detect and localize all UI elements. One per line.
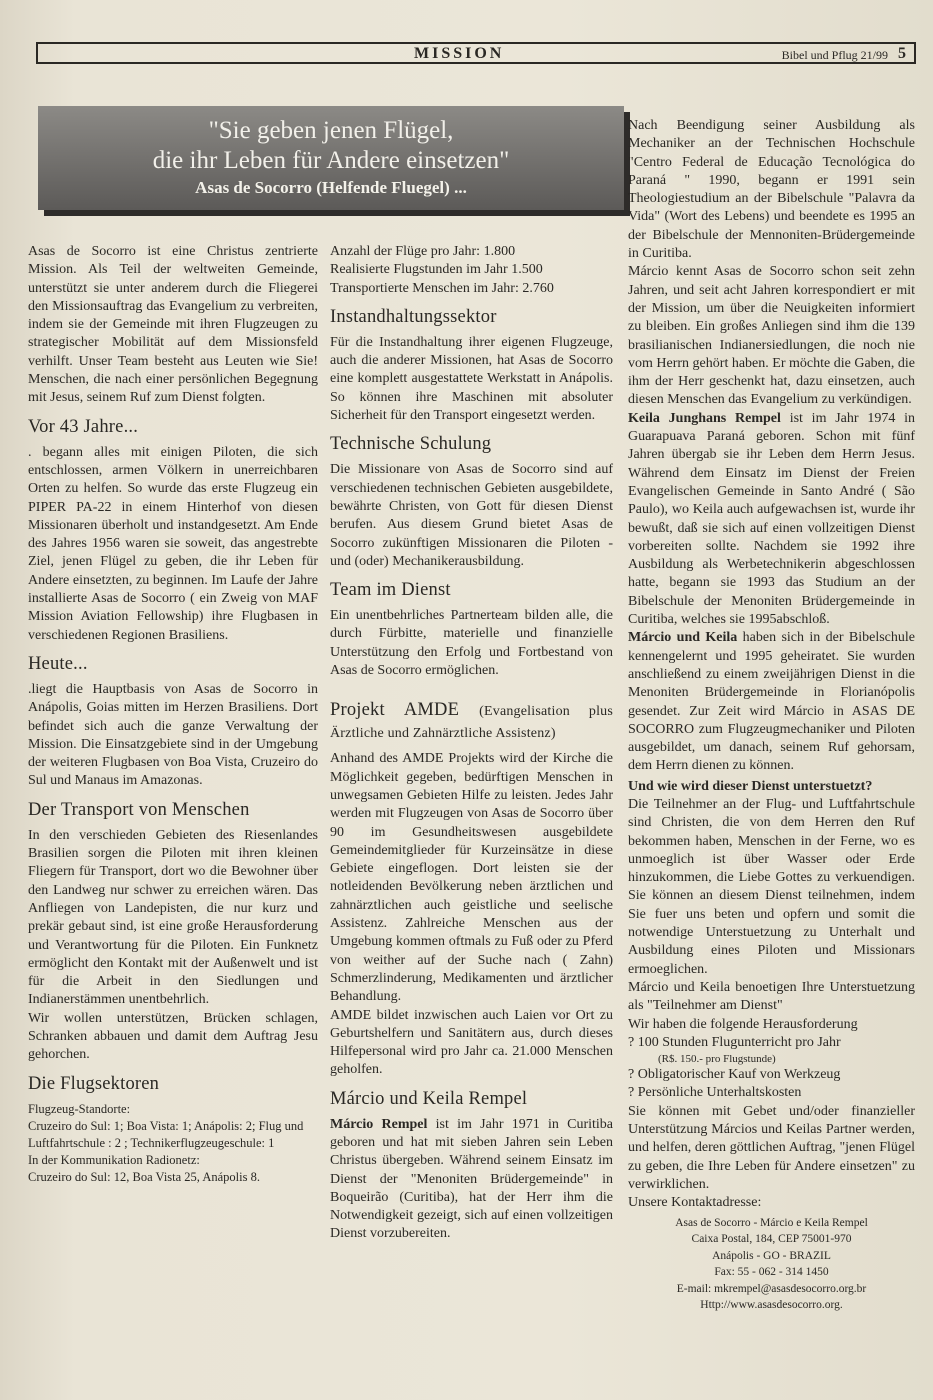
heading-flugsektoren: Die Flugsektoren (28, 1073, 160, 1094)
need-item-unterhalt: ? Persönliche Unterhaltskosten (628, 1085, 802, 1101)
paragraph-dienst: Die Teilnehmer an der Flug- und Luftfahrtschule sind Christen, die von dem Herren den Ruf bekommen haben, Menschen in der Ferne, wo es unmoeglich ist über Wasser oder Erde hinzukommen, die Liebe Gottes zu verkuendigen. Sie können an diesem Dienst teilnehmen, indem Sie fuer uns beten und opfern und somit die notwendige Unterstuetzung zu Unterhalt und Ausbildung eines Piloten und Missionars ermoeglichen. (628, 796, 915, 977)
headline-line-1: "Sie geben jenen Flügel, (208, 117, 454, 144)
heading-projekt-amde-sub: (Evangelisation plus Ärztliche und Zahnärztliche Assistenz) (330, 704, 614, 742)
heading-heute: Heute... (28, 653, 88, 674)
stat-fluege: Anzahl der Flüge pro Jahr: 1.800 (330, 244, 516, 259)
issue-label: Bibel und Pflug 21/99 (781, 48, 888, 62)
paragraph-instandhaltung: Für die Instandhaltung ihrer eigenen Flugzeuge, auch die anderer Missionen, hat Asas de Socorro eine komplett ausgestattete Werkstatt in Anápolis. So können ihre Maschinen mit absoluter Sicherheit für den Transport eingesetzt werden. (330, 334, 613, 424)
stat-flugstunden: Realisierte Flugstunden im Jahr 1.500 (330, 262, 543, 278)
paragraph-herausforderung: Wir haben die folgende Herausforderung (628, 1016, 858, 1032)
heading-team-im-dienst: Team im Dienst (330, 580, 451, 601)
contact-postbox: Caixa Postal, 184, CEP 75001-970 (691, 1233, 852, 1246)
masthead (36, 42, 916, 64)
column-1 (28, 243, 318, 1186)
heading-technische-schulung: Technische Schulung (330, 434, 492, 455)
headline-line-2: die ihr Leben für Andere einsetzen" (152, 147, 510, 174)
paragraph-teilnehmer: Márcio und Keila benoetigen Ihre Unterstuetzung als "Teilnehmer am Dienst" (628, 979, 915, 1014)
paragraph-marcio (330, 1116, 613, 1244)
paragraph-amde-1: Anhand des AMDE Projekts wird der Kirche die Möglichkeit gegeben, bedürftigen Menschen in unwegsamen Gebieten Hilfe zu leisten. Jedes Jahr werden mit Flugzeugen von Asas de Socorro über 90 im Gesundheitswesen ausgebildete Gemeindemitglieder für Kurzeinsätze in diese Gebiete eingeflogen. Dort leisten sie der notleidenden Bevölkerung neben ärztlichen und zahnärztlichen auch geistliche und seelische Assistenz. Zahlreiche Menschen aus der Umgebung kommen oftmals zu Fuß oder zu Pferd von weither auf der Suche nach ( Zahn) Schmerzlinderung, Medikamenten und ärztlicher Behandlung. (330, 751, 613, 1005)
marcio-text: ist im Jahr 1971 in Curitiba geboren und hat mit sieben Jahren sein Leben Christus übergeben. Während seinem Einsatz im Dienst der "Menoniten Brüdergemeinde" in Boqueirão (Curitiba), hat der Herr ihm die Notwendigkeit gezeigt, sich auf einen vollzeitigen Dienst vorzubereiten. (330, 1116, 613, 1242)
paragraph-team-im-dienst: Ein unentbehrliches Partnerteam bilden alle, die durch Fürbitte, materielle und finanzielle Unterstützung den Erfolg und Fortbestand von Asas de Socorro ermöglichen. (330, 608, 613, 679)
need-item-flugunterricht: ? 100 Stunden Flugunterricht pro Jahr (628, 1034, 841, 1050)
section-title: MISSION (414, 45, 505, 62)
paragraph-transport-1: In den verschieden Gebieten des Riesenlandes Brasilien sorgen die Piloten mit ihren kleinen Fliegern für Transport, dort wo die Bewohner über den Landweg nur schwer zu erreichen wären. Das Anfliegen von Landepisten, die nur kurz und prekär gebaut sind, ist eine große Herausforderung und Verantwortung für die Piloten. Ein Funknetz ermöglicht den Kontakt mit der Außenwelt und ist für die Arbeit in den Siedlungen und Indianerstämmen unentbehrlich. (28, 827, 318, 1008)
headline-subtitle: Asas de Socorro (Helfende Fluegel) ... (195, 178, 467, 197)
paragraph-transport-2: Wir wollen unterstützen, Brücken schlagen, Schranken abbauen und damit dem Auftrag Jesu gehorchen. (28, 1010, 318, 1063)
column-2 (330, 243, 613, 1244)
headline-box (38, 106, 624, 210)
contact-org: Asas de Socorro - Márcio e Keila Rempel (675, 1216, 868, 1229)
heading-vor-43-jahre: Vor 43 Jahre... (28, 416, 139, 437)
marcio-keila-text: haben sich in der Bibelschule kennengelernt und 1995 geheiratet. Sie wurden anschließend zu einem zweijährigen Dienst in die Menoniten Brüdergemeinde in Florianópolis gesendet. Zur Zeit wird Márcio in ASAS DE SOCORRO zum Flugzeugmechaniker und Piloten ausgebildet, um danach, seinem Ruf gehorsam, dem Herrn dienen zu können. (628, 630, 915, 774)
paragraph-keila (628, 410, 915, 630)
column-3 (628, 117, 915, 1314)
contact-email[interactable]: E-mail: mkrempel@asasdesocorro.org.br (676, 1282, 867, 1295)
contact-website[interactable]: Http://www.asasdesocorro.org. (700, 1299, 843, 1312)
sektoren-line-3: In der Kommunikation Radionetz: (28, 1152, 200, 1167)
sektoren-line-1: Flugzeug-Standorte: (28, 1101, 131, 1116)
paragraph-vor-43-jahre: . begann alles mit einigen Piloten, die sich entschlossen, armen Völkern in unerreichbaren Orten zu helfen. So wurde das erste Flugzeug ein PIPER PA-22 in einem Hinterhof von diesen Missionaren überholt und instandgesetzt. Am Ende des Jahres 1956 waren sie soweit, das angestrebte Ziel, jenen Flügel zu geben, die ihr Leben für Andere einsetzten, zu beginnen. Im Laufe der Jahre installierte Asas de Socorro ( ein Zweig von MAF Mission Aviation Fellowship) ihre Flugbasen in verschiedenen Regionen Brasiliens. (28, 444, 318, 643)
paragraph-marcio-keila (628, 629, 915, 775)
contact-fax: Fax: 55 - 062 - 314 1450 (714, 1266, 829, 1279)
intro-paragraph: Asas de Socorro ist eine Christus zentrierte Mission. Als Teil der weltweiten Gemeinde, unterstützt sie unter anderem durch die Fliegerei den Missionsauftrag das Evangelium zu verbreiten, indem sie der Gemeinde mit ihren Flugzeugen zu strategischer Mobilität auf dem Missionsfeld verhilft. Unser Team besteht aus Leuten wie Sie! Menschen, die nach einer persönlichen Begegnung mit Jesus, seinem Ruf zum Dienst folgten. (28, 244, 318, 406)
paragraph-heute: .liegt die Hauptbasis von Asas de Socorro in Anápolis, Goias mitten im Herzen Brasiliens. Dort befindet sich auch die ganze Verwaltung der Mission. Die Einsatzgebiete sind in der Umgebung der weiteren Flugbasen von Boa Vista, Cruzeiro do Sul und Manaus im Amazonas. (28, 681, 318, 789)
heading-instandhaltung: Instandhaltungssektor (330, 306, 497, 327)
sektoren-line-2: Cruzeiro do Sul: 1; Boa Vista: 1; Anápolis: 2; Flug und Luftfahrtschule : 2 ; Technikerflugzeugeschule: 1 (28, 1118, 304, 1150)
marcio-name: Márcio Rempel (330, 1116, 428, 1132)
keila-text: ist im Jahr 1974 in Guarapuava Paraná geboren. Schon mit fünf Jahren übergab sie ihr Leben dem Herrn Jesus. Während dem Einsatz im Dienst der Freien Evangelischen Gemeinde in Santo André ( São Paulo), wo Keila auch aufgewachsen ist, wurde ihr bewußt, daß sie sich auf einen vollzeitigen Dienst vorbereiten sollte. Nachdem sie 1992 ihre Ausbildung als Werbetechnikerin abgeschlossen hatte, begann sie 1993 das Studium an der Bibelschule der Menoniten Brüdergemeinde in Curitiba, welches sie 1995abschloß. (628, 410, 915, 628)
contact-block (628, 1215, 915, 1314)
sektoren-line-4: Cruzeiro do Sul: 12, Boa Vista 25, Anápolis 8. (28, 1169, 260, 1184)
paragraph-anliegen: Márcio kennt Asas de Socorro schon seit zehn Jahren, und seit acht Jahren korrespondiert er mit der Mission, um über die Neuigkeiten informiert zu bleiben. Ein großes Anliegen sind ihm die 139 brasilianischen Indianersiedlungen, die noch nie vom Herrn gehört haben. Er möchte die Gaben, die ihm der Herr geschenkt hat, dazu einsetzen, auch diesen Menschen das Evangelium zu verkündigen. (628, 264, 915, 408)
heading-dienst-unterstuetzt: Und wie wird dieser Dienst unterstuetzt? (628, 778, 873, 794)
marcio-keila-name: Márcio und Keila (628, 630, 738, 646)
need-item-werkzeug: ? Obligatorischer Kauf von Werkzeug (628, 1067, 841, 1083)
contact-label: Unsere Kontaktadresse: (628, 1195, 762, 1211)
needs-list (628, 1034, 915, 1103)
stat-menschen: Transportierte Menschen im Jahr: 2.760 (330, 280, 554, 296)
heading-transport: Der Transport von Menschen (28, 799, 250, 820)
paragraph-partner: Sie können mit Gebet und/oder finanzieller Unterstützung Márcios und Keilas Partner werden, und helfen, deren göttlichen Auftrag, "jenen Flügel zu geben, die Ihre Leben für Andere einsetzen" zu verwirklichen. (628, 1103, 915, 1192)
need-item-flugunterricht-price: (R$. 150.- pro Flugstunde) (658, 1053, 776, 1066)
paragraph-ausbildung: Nach Beendigung seiner Ausbildung als Mechaniker an der Technischen Hochschule "Centro Federal de Educação Tecnológica do Paraná " 1990, begann er 1991 sein Theologiestudium an der Bibelschule "Palavra da Vida" (Wort des Lebens) und beendete es 1995 an der Bibelschule der Mennoniten-Brüdergemeinde in Curitiba. (628, 118, 915, 262)
keila-name: Keila Junghans Rempel (628, 410, 781, 426)
heading-marcio-keila: Márcio und Keila Rempel (330, 1088, 528, 1109)
paragraph-technische-schulung: Die Missionare von Asas de Socorro sind auf verschiedenen technischen Gebieten ausgebildete, bewährte Christen, von Gott für diesen Dienst berufen. Aus diesem Grund bietet Asas de Socorro zukünftigen Missionaren die Piloten - und (oder) Mechanikerausbildung. (330, 462, 613, 569)
contact-city: Anápolis - GO - BRAZIL (712, 1249, 831, 1262)
page-number: 5 (898, 45, 906, 62)
paragraph-amde-2: AMDE bildet inzwischen auch Laien vor Ort zu Geburtshelfern und Sanitätern aus, durch dieses Hilfepersonal wird pro Jahr ca. 21.000 Menschen geholfen. (330, 1007, 613, 1078)
heading-projekt-amde (330, 700, 613, 744)
heading-projekt-amde-title: Projekt AMDE (330, 700, 460, 721)
